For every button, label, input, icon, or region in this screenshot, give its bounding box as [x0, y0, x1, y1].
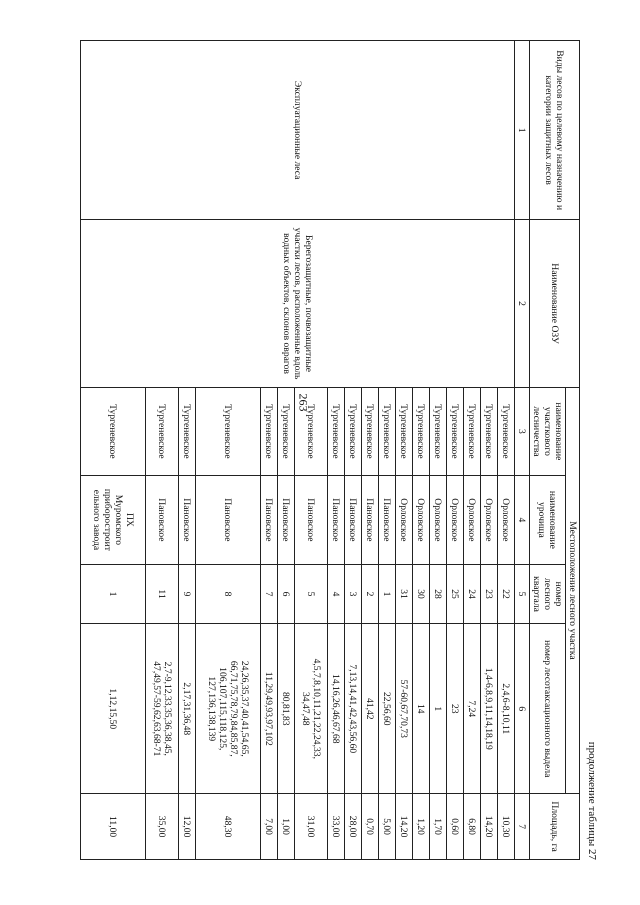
- table-row: [497, 41, 514, 860]
- forestry-cell: Тургеневское: [480, 387, 497, 475]
- quarter-cell: 24: [463, 564, 480, 624]
- forestry-cell: Тургеневское: [429, 387, 446, 475]
- tract-cell: Пановское: [294, 476, 327, 564]
- tract-cell: Пановское: [145, 476, 178, 564]
- forestry-cell: Тургеневское: [195, 387, 260, 475]
- allotment-cell: 1: [429, 624, 446, 794]
- area-cell: 1,00: [277, 794, 294, 860]
- header-tract: наименование урочища: [529, 476, 565, 564]
- tract-cell: Орловское: [463, 476, 480, 564]
- page-number: 263: [296, 393, 311, 412]
- quarter-cell: 25: [446, 564, 463, 624]
- category-cell: Эксплуатационные леса: [80, 41, 514, 220]
- header-ozu: Наименование ОЗУ: [529, 220, 579, 387]
- table-caption: продолжение таблицы 27: [586, 741, 598, 860]
- allotment-cell: 2,7-9,12,33,35,36,38,45, 47,49,57-59,62,63,68-71: [145, 624, 178, 794]
- quarter-cell: 2: [361, 564, 378, 624]
- forestry-cell: Тургеневское: [446, 387, 463, 475]
- area-cell: 1,20: [412, 794, 429, 860]
- quarter-cell: 7: [260, 564, 277, 624]
- tract-cell: Пановское: [327, 476, 344, 564]
- area-cell: 14,20: [395, 794, 412, 860]
- tract-cell: Орловское: [395, 476, 412, 564]
- header-area: Площадь, га: [529, 794, 579, 860]
- forestry-cell: Тургеневское: [294, 387, 327, 475]
- forestry-cell: Тургеневское: [145, 387, 178, 475]
- quarter-cell: 28: [429, 564, 446, 624]
- header-category: Виды лесов по целевому назначению и категории защитных лесов: [529, 41, 579, 220]
- forestry-cell: Тургеневское: [178, 387, 195, 475]
- column-number-row: [514, 41, 529, 860]
- area-cell: 7,00: [260, 794, 277, 860]
- col-number: 4: [514, 476, 529, 564]
- forestry-cell: Тургеневское: [327, 387, 344, 475]
- quarter-cell: 4: [327, 564, 344, 624]
- ozu-name-cell: Берегозащитные, почвозащитные участки лесов, расположенные вдоль водных объектов, склонов оврагов: [80, 220, 514, 387]
- forestry-cell: Тургеневское: [378, 387, 395, 475]
- area-cell: 31,00: [294, 794, 327, 860]
- allotment-cell: 2,17,31,36,48: [178, 624, 195, 794]
- header-forestry: наименование участкового лесничества: [529, 387, 565, 475]
- area-cell: 0,70: [361, 794, 378, 860]
- area-cell: 33,00: [327, 794, 344, 860]
- area-cell: 35,00: [145, 794, 178, 860]
- forestry-cell: Тургеневское: [395, 387, 412, 475]
- col-number: 5: [514, 564, 529, 624]
- allotment-cell: 14: [412, 624, 429, 794]
- quarter-cell: 3: [344, 564, 361, 624]
- forest-table: [80, 40, 580, 860]
- forestry-cell: Тургеневское: [260, 387, 277, 475]
- quarter-cell: 9: [178, 564, 195, 624]
- forestry-cell: Тургеневское: [80, 387, 145, 475]
- allotment-cell: 80,81,83: [277, 624, 294, 794]
- allotment-cell: 57-60,67,70,73: [395, 624, 412, 794]
- tract-cell: Пановское: [195, 476, 260, 564]
- area-cell: 1,70: [429, 794, 446, 860]
- tract-cell: ПХ Муромского приборостроит ельного завода: [80, 476, 145, 564]
- quarter-cell: 30: [412, 564, 429, 624]
- tract-cell: Пановское: [361, 476, 378, 564]
- quarter-cell: 22: [497, 564, 514, 624]
- allotment-cell: 1,12,15,50: [80, 624, 145, 794]
- quarter-cell: 6: [277, 564, 294, 624]
- forestry-cell: Тургеневское: [412, 387, 429, 475]
- col-number: 7: [514, 794, 529, 860]
- tract-cell: Пановское: [344, 476, 361, 564]
- tract-cell: Орловское: [429, 476, 446, 564]
- tract-cell: Пановское: [260, 476, 277, 564]
- allotment-cell: 41,42: [361, 624, 378, 794]
- allotment-cell: 23: [446, 624, 463, 794]
- header-location-group: Местоположение лесного участка: [565, 387, 579, 793]
- area-cell: 12,00: [178, 794, 195, 860]
- forestry-cell: Тургеневское: [361, 387, 378, 475]
- area-cell: 0,60: [446, 794, 463, 860]
- allotment-cell: 7,13,14,41,42,43,56,60: [344, 624, 361, 794]
- area-cell: 14,20: [480, 794, 497, 860]
- allotment-cell: 11,29,49,93,97,102: [260, 624, 277, 794]
- tract-cell: Пановское: [378, 476, 395, 564]
- area-cell: 10,30: [497, 794, 514, 860]
- rotated-table-sheet: [70, 40, 598, 860]
- tract-cell: Орловское: [412, 476, 429, 564]
- forestry-cell: Тургеневское: [463, 387, 480, 475]
- header-quarter: номер лесного квартала: [529, 564, 565, 624]
- forestry-cell: Тургеневское: [344, 387, 361, 475]
- tract-cell: Пановское: [178, 476, 195, 564]
- col-number: 2: [514, 220, 529, 387]
- header-allotment: номер лесотаксационного выдела: [529, 624, 565, 794]
- quarter-cell: 23: [480, 564, 497, 624]
- quarter-cell: 31: [395, 564, 412, 624]
- table-body: [80, 41, 529, 860]
- tract-cell: Орловское: [480, 476, 497, 564]
- allotment-cell: 4,5,7,8,10,11,21,22,24,33, 34,47,48: [294, 624, 327, 794]
- quarter-cell: 11: [145, 564, 178, 624]
- allotment-cell: 22,56,60: [378, 624, 395, 794]
- allotment-cell: 7,24: [463, 624, 480, 794]
- allotment-cell: 1,4-6,8,9,11,14,18,19: [480, 624, 497, 794]
- col-number: 1: [514, 41, 529, 220]
- allotment-cell: 2,4,6-8,10,11: [497, 624, 514, 794]
- tract-cell: Орловское: [446, 476, 463, 564]
- area-cell: 5,00: [378, 794, 395, 860]
- quarter-cell: 8: [195, 564, 260, 624]
- forestry-cell: Тургеневское: [497, 387, 514, 475]
- col-number: 3: [514, 387, 529, 475]
- quarter-cell: 5: [294, 564, 327, 624]
- forestry-cell: Тургеневское: [277, 387, 294, 475]
- quarter-cell: 1: [378, 564, 395, 624]
- quarter-cell: 1: [80, 564, 145, 624]
- tract-cell: Пановское: [277, 476, 294, 564]
- area-cell: 6,80: [463, 794, 480, 860]
- col-number: 6: [514, 624, 529, 794]
- tract-cell: Орловское: [497, 476, 514, 564]
- area-cell: 28,00: [344, 794, 361, 860]
- area-cell: 11,00: [80, 794, 145, 860]
- allotment-cell: 14,16,26,46,67,68: [327, 624, 344, 794]
- allotment-cell: 24,26,35,37,40,41,54,65, 66,71,75,78,79,84,85,87, 106,107,115,118,125, 127,136,138,139: [195, 624, 260, 794]
- area-cell: 48,30: [195, 794, 260, 860]
